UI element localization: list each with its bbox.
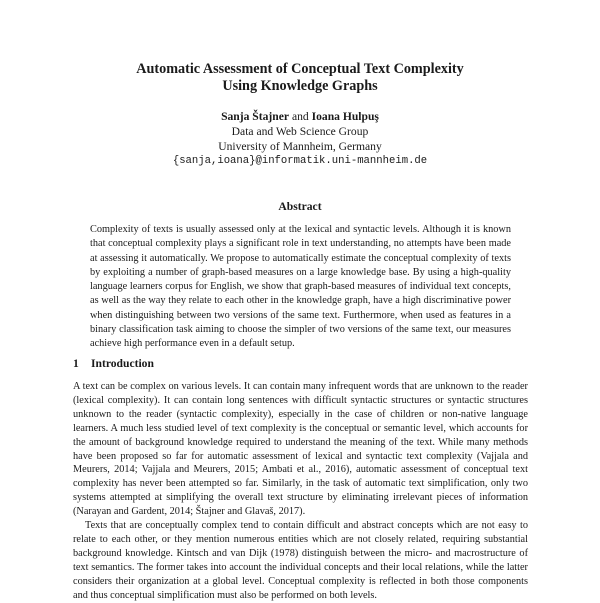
paragraph-2: Texts that are conceptually complex tend to contain difficult and abstract concepts which are not easy to relate to each other, or they mention numerous entities which are not closely related, requiring substantial background knowledge. Kintsch and van Dijk (1978) distinguish between the micro- and macrostructure of text semantics. The former takes into account the individual concepts and their local relations, while the latter considers their organization at a global level. Conceptual complexity is reflected in both those components and thus conceptual simplification must also be performed on both levels. [73,520,528,601]
section-title: Introduction [91,357,154,370]
affiliation-group: Data and Web Science Group [231,124,369,138]
title-line-2: Using Knowledge Graphs [222,78,378,94]
author-names [0,110,600,125]
affiliation-university: University of Mannheim, Germany [218,139,382,153]
author-conjunction: and [291,110,309,123]
author-1: Sanja Štajner [221,110,290,123]
abstract-heading: Abstract [278,200,322,213]
author-block [0,110,600,169]
author-2: Ioana Hulpuş [311,110,379,123]
paper-title [0,61,600,95]
title-line-1: Automatic Assessment of Conceptual Text Complexity [136,61,464,77]
section-heading [73,357,154,370]
abstract-text: Complexity of texts is usually assessed only at the lexical and syntactic levels. Although it is known that conceptual complexity plays a significant role in text understanding, no attempts have been made at assessing it automatically. We propose to automatically estimate the conceptual complexity of texts by exploiting a number of graph-based measures on a large knowledge base. By using a high-quality language learners corpus for English, we show that graph-based measures of individual text concepts, as well as the way they relate to each other in the knowledge graph, have a high discriminative power when distinguishing between two versions of the same text. Furthermore, when used as features in a binary classification task aiming to choose the simpler of two versions of the same text, our measures achieve high performance even in a default setup. [90,224,511,350]
paragraph-1: A text can be complex on various levels. It can contain many infrequent words that are unknown to the reader (lexical complexity). It can contain long sentences with difficult syntactic structures or syntactic structures unknown to the reader (syntactic complexity), especially in the case of children or non-native language learners. A much less studied level of text complexity is the conceptual or semantic level, which accounts for the amount of background knowledge required to understand the meaning of the text. While many methods have been proposed so far for automatic assessment of lexical and syntactic text complexity (Vajjala and Meurers, 2014; Vajjala and Meurers, 2015; Ambati et al., 2016), automatic assessment of conceptual text complexity has never been attempted so far. Similarly, in the task of automatic text simplification, only two systems attempted at simplifying the overall text structure by eliminating irrelevant pieces of information (Narayan and Gardent, 2014; Štajner and Glavaš, 2017). [73,381,528,518]
body-text [73,380,528,603]
section-number: 1 [73,357,79,370]
author-email: {sanja,ioana}@informatik.uni-mannheim.de [172,155,428,168]
